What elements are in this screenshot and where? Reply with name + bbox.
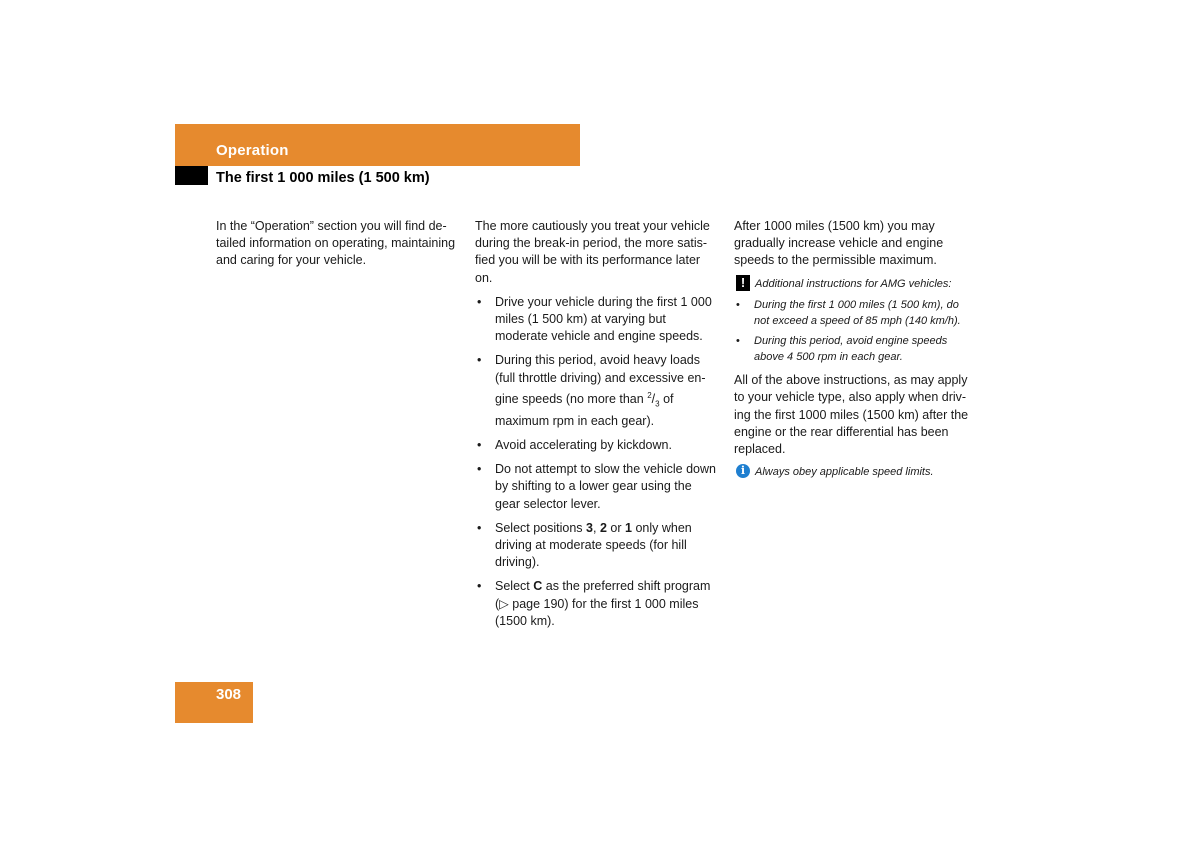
gear-position-2: 2: [599, 520, 607, 535]
bullet-icon: •: [477, 353, 482, 368]
replacement-paragraph: All of the above instructions, as may apply to your vehicle type, also apply when driving the first 1000 miles (1500 km) after the engine or the rear differential has been replaced.: [734, 373, 969, 456]
bullet-icon: •: [736, 299, 740, 312]
list-item: [734, 334, 977, 365]
list-item: [475, 294, 718, 346]
fraction-denominator: 3: [655, 399, 660, 409]
list-item-text: of maximum rpm in each gear).: [495, 391, 674, 428]
intro-paragraph: In the “Operation” section you will find detailed information on operating, maintaining and caring for your vehicle.: [216, 219, 456, 268]
page-subtitle: The first 1 000 miles (1 500 km): [216, 170, 430, 186]
page-number-box: [175, 682, 253, 723]
info-text: Always obey applicable speed limits.: [755, 466, 934, 479]
list-item: [475, 461, 718, 513]
column-1: [216, 218, 461, 277]
list-item-text: only when driving at moderate speeds (for hill driving).: [495, 520, 692, 570]
amg-warning: [734, 274, 977, 293]
break-in-paragraph: The more cautiously you treat your vehicle during the break-in period, the more satisfied you will be with its performance later on.: [475, 219, 710, 285]
list-item-text: Select: [495, 579, 530, 594]
list-item: [475, 520, 718, 572]
info-note: [734, 465, 977, 481]
list-item-text: as the preferred shift program (▷ page 190) for the first 1 000 miles (1500 km).: [495, 579, 711, 628]
list-item-text: Do not attempt to slow the vehicle down by shifting to a lower gear using the gear selector lever.: [495, 462, 716, 511]
fraction-numerator: 2: [647, 390, 652, 400]
break-in-list: [475, 294, 718, 630]
list-item: [734, 298, 977, 329]
list-item-text: Drive your vehicle during the first 1 000 miles (1 500 km) at varying but moderate vehicle and engine speeds.: [495, 294, 712, 344]
list-item-text: During this period, avoid heavy loads (full throttle driving) and excessive engine speeds (no more than: [495, 353, 706, 406]
list-item: [475, 578, 718, 630]
column-3: [734, 218, 977, 481]
gear-position-3: 3: [586, 520, 593, 535]
list-item: [475, 437, 718, 454]
list-item-text: Select positions: [495, 520, 583, 535]
amg-list: [734, 298, 977, 365]
bullet-icon: •: [477, 520, 482, 535]
info-icon: i: [736, 464, 750, 478]
section-marker: [175, 166, 208, 185]
column-2: [475, 218, 718, 637]
section-title: Operation: [216, 142, 289, 159]
list-item: [475, 352, 718, 429]
bullet-icon: •: [477, 294, 482, 309]
bullet-icon: •: [736, 335, 740, 348]
bullet-icon: •: [477, 462, 482, 477]
warning-title: Additional instructions for AMG vehicles:: [755, 277, 952, 290]
gear-position-1: 1: [625, 520, 632, 535]
list-item-text: During this period, avoid engine speeds above 4 500 rpm in each gear.: [754, 335, 948, 363]
bullet-icon: •: [477, 579, 482, 594]
or-text: or: [610, 520, 622, 535]
bullet-icon: •: [477, 437, 482, 452]
page-number: 308: [216, 686, 242, 703]
list-item-text: Avoid accelerating by kickdown.: [495, 437, 672, 452]
shift-program-c: C: [533, 579, 543, 594]
warning-icon: !: [736, 275, 750, 291]
comma: ,: [593, 520, 597, 535]
fraction-slash: /: [651, 391, 656, 406]
list-item-text: During the first 1 000 miles (1 500 km), do not exceed a speed of 85 mph (140 km/h).: [754, 299, 961, 327]
after-break-in-paragraph: After 1000 miles (1500 km) you may gradually increase vehicle and engine speeds to the permissible maximum.: [734, 219, 944, 268]
